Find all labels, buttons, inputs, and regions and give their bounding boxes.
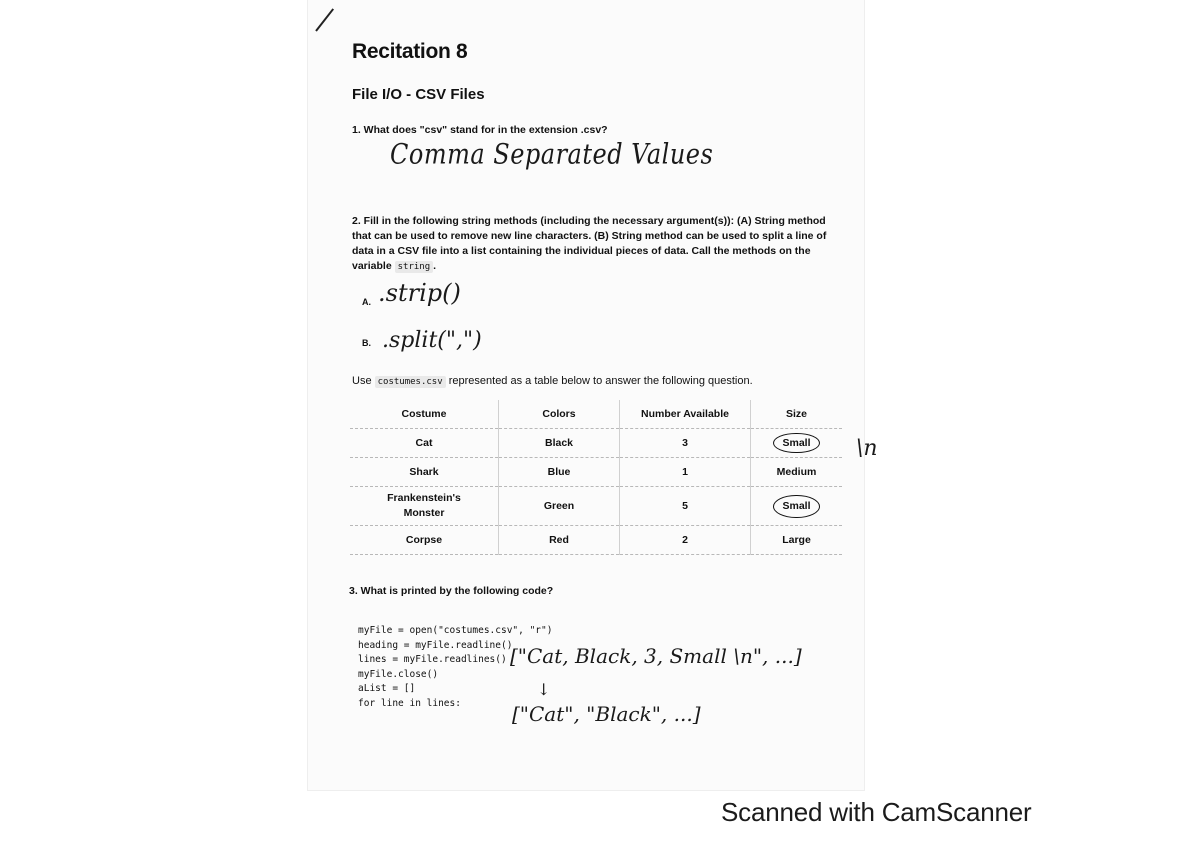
circled-size: Small [773, 433, 819, 453]
header-colors: Colors [499, 400, 620, 429]
cell-number: 1 [620, 458, 751, 487]
cell-size: Medium [751, 458, 843, 487]
question-3-handwritten-list: ["Cat", "Black", ...] [512, 702, 701, 726]
question-2-text: 2. Fill in the following string methods (including the necessary argument(s)): (A) String method that can be used to remove new line characters. (B) String method can be used to split a line of data in a CSV file into a list containing the individual pieces of data. Call the methods on the variable [352, 215, 827, 272]
table-row [350, 487, 842, 526]
cell-costume-line1: Frankenstein's [387, 492, 461, 504]
table-intro-suffix: represented as a table below to answer the following question. [448, 375, 753, 387]
question-2-code-var: string [395, 261, 434, 273]
cell-color: Blue [499, 458, 620, 487]
cell-color: Red [499, 526, 620, 555]
question-3: 3. What is printed by the following code? [349, 585, 554, 597]
table-intro [352, 375, 753, 387]
code-line: for line in lines: [358, 697, 461, 709]
question-2 [352, 214, 838, 275]
option-a-handwritten-answer: .strip() [378, 279, 461, 307]
code-line: myFile = open("costumes.csv", "r") [358, 625, 553, 636]
camscanner-watermark: Scanned with CamScanner [721, 797, 1032, 827]
option-b-handwritten-answer: .split(",") [382, 328, 482, 353]
table-intro-prefix: Use [352, 375, 372, 387]
code-line: heading = myFile.readline() [358, 639, 513, 651]
page-subtitle: File I/O - CSV Files [352, 86, 485, 103]
table-row [350, 526, 842, 555]
table-header-row [350, 400, 842, 429]
costumes-table [350, 400, 842, 555]
cell-costume-line2: Monster [403, 507, 445, 519]
table-row [350, 458, 842, 487]
question-1-handwritten-answer: Comma Separated Values [390, 138, 714, 171]
code-line: aList = [] [358, 683, 416, 694]
question-2-text-end: . [433, 260, 437, 272]
cell-size [751, 429, 843, 458]
margin-newline-note: \n [856, 436, 878, 461]
cell-color: Black [499, 429, 620, 458]
question-3-handwritten-lines: ["Cat, Black, 3, Small \n", ...] [510, 644, 802, 668]
header-number-available: Number Available [620, 400, 751, 429]
question-1: 1. What does "csv" stand for in the extension .csv? [352, 124, 608, 136]
cell-costume: Shark [350, 458, 499, 487]
code-line: myFile.close() [358, 668, 439, 680]
table-row [350, 429, 842, 458]
cell-costume: Corpse [350, 526, 499, 555]
cell-number: 5 [620, 487, 751, 526]
option-a-label: A. [362, 297, 371, 307]
code-line: lines = myFile.readlines() [358, 654, 507, 665]
cell-costume [350, 487, 499, 526]
cell-costume: Cat [350, 429, 499, 458]
page-title: Recitation 8 [352, 40, 468, 63]
cell-number: 3 [620, 429, 751, 458]
header-costume: Costume [350, 400, 499, 429]
down-arrow-icon: ↓ [537, 680, 551, 699]
table-intro-filename: costumes.csv [375, 376, 446, 388]
cell-color: Green [499, 487, 620, 526]
header-size: Size [751, 400, 843, 429]
cell-number: 2 [620, 526, 751, 555]
cell-size: Large [751, 526, 843, 555]
option-b-label: B. [362, 338, 371, 348]
cell-size [751, 487, 843, 526]
circled-size: Small [773, 495, 819, 518]
